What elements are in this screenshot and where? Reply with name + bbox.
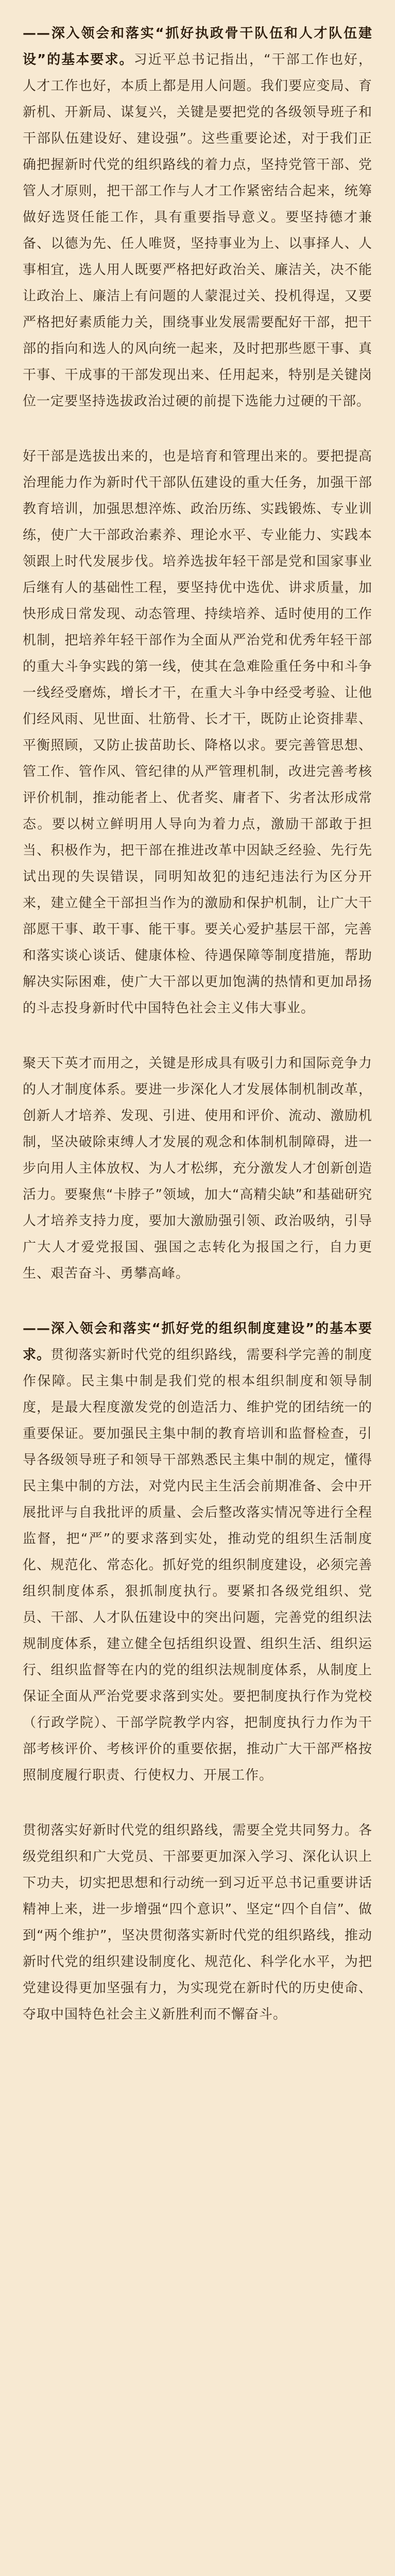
- paragraph-body: 好干部是选拔出来的，也是培育和管理出来的。要把提高治理能力作为新时代干部队伍建设的重大任务，加强干部教育培训，加强思想淬炼、政治历练、实践锻炼、专业训练，使广大干部政治素养、理论水平、专业能力、实践本领跟上时代发展步伐。培养选拔年轻干部是党和国家事业后继有人的基础性工程，要坚持优中选优、讲求质量，加快形成日常发现、动态管理、持续培养、适时使用的工作机制，把培养年轻干部作为全面从严治党和优秀年轻干部的重大斗争实践的第一线，使其在急难险重任务中和斗争一线经受磨炼，增长才干，在重大斗争中经受考验、让他们经风雨、见世面、壮筋骨、长才干，既防止论资排辈、平衡照顾，又防止拔苗助长、降格以求。要完善管思想、管工作、管作风、管纪律的从严管理机制，改进完善考核评价机制，推动能者上、优者奖、庸者下、劣者汰形成常态。要以树立鲜明用人导向为着力点，激励干部敢于担当、积极作为，把干部在推进改革中因缺乏经验、先行先试出现的失误错误，同明知故犯的违纪违法行为区分开来，建立健全干部担当作为的激励和保护机制，让广大干部愿干事、敢干事、能干事。要关心爱护基层干部，完善和落实谈心谈话、健康体检、待遇保障等制度措施，帮助解决实际困难，使广大干部以更加饱满的热情和更加昂扬的斗志投身新时代中国特色社会主义伟大事业。: [23, 449, 372, 1016]
- paragraph-body: 聚天下英才而用之，关键是形成具有吸引力和国际竞争力的人才制度体系。要进一步深化人才发展体制机制改革，创新人才培养、发现、引进、使用和评价、流动、激励机制，坚决破除束缚人才发展的观念和体制机制障碍，进一步向用人主体放权、为人才松绑，充分激发人才创新创造活力。要聚焦“卡脖子”领域，加大“高精尖缺”和基础研究人才培养支持力度，要加大激励强引领、政治吸纳，引导广大人才爱党报国、强国之志转化为报国之行，自力更生、艰苦奋斗、勇攀高峰。: [23, 1056, 372, 1281]
- paragraph-lead: ——深入领会和落实“抓好党的组织制度建设”的基本要求。: [23, 1321, 372, 1363]
- article-section-5: [23, 1818, 372, 2028]
- article-section-2: [23, 444, 372, 1022]
- article-section-4: [23, 1316, 372, 1789]
- paragraph: [23, 1818, 372, 2028]
- paragraph-body: 贯彻落实好新时代党的组织路线，需要全党共同努力。各级党组织和广大党员、干部要更加深入学习、深化认识上下功夫，切实把思想和行动统一到习近平总书记重要讲话精神上来，进一步增强“四个意识”、坚定“四个自信”、做到“两个维护”，坚决贯彻落实新时代党的组织路线，推动新时代党的组织建设制度化、规范化、科学化水平，为把党建设得更加坚强有力，为实现党在新时代的历史使命、夺取中国特色社会主义新胜利而不懈奋斗。: [23, 1823, 372, 2022]
- paragraph: [23, 444, 372, 1022]
- paragraph-body: 习近平总书记指出，“干部工作也好，人才工作也好，本质上都是用人问题。我们要应变局、育新机、开新局、谋复兴，关键是要把党的各级领导班子和干部队伍建设好、建设强”。这些重要论述，对于我们正确把握新时代党的组织路线的着力点，坚持党管干部、党管人才原则，把干部工作与人才工作紧密结合起来，统筹做好选贤任能工作，具有重要指导意义。要坚持德才兼备、以德为先、任人唯贤，坚持事业为上、以事择人、人事相宜，选人用人既要严格把好政治关、廉洁关，决不能让政治上、廉洁上有问题的人蒙混过关、投机得逞，又要严格把好素质能力关，围绕事业发展需要配好干部，把干部的指向和选人的风向统一起来，及时把那些愿干事、真干事、干成事的干部发现出来、任用起来，特别是关键岗位一定要坚持选拔政治过硬的前提下选能力过硬的干部。: [23, 52, 372, 409]
- paragraph: [23, 1316, 372, 1789]
- paragraph-body: 贯彻落实新时代党的组织路线，需要科学完善的制度作保障。民主集中制是我们党的根本组织制度和领导制度，是最大程度激发党的创造活力、维护党的团结统一的重要保证。要加强民主集中制的教育培训和监督检查，引导各级领导班子和领导干部熟悉民主集中制的规定，懂得民主集中制的方法，对党内民主生活会前期准备、会中开展批评与自我批评的质量、会后整改落实情况等进行全程监督，把“严”的要求落到实处，推动党的组织生活制度化、规范化、常态化。抓好党的组织制度建设，必须完善组织制度体系，狠抓制度执行。要紧扣各级党组织、党员、干部、人才队伍建设中的突出问题，完善党的组织法规制度体系，建立健全包括组织设置、组织生活、组织运行、组织监督等在内的党的组织法规制度体系，从制度上保证全面从严治党要求落到实处。要把制度执行作为党校（行政学院）、干部学院教学内容，把制度执行力作为干部考核评价、考核评价的重要依据，推动广大干部严格按照制度履行职责、行使权力、开展工作。: [23, 1347, 372, 1783]
- paragraph-lead: ——深入领会和落实“抓好执政骨干队伍和人才队伍建设”的基本要求。: [23, 26, 372, 67]
- paragraph: [23, 1050, 372, 1287]
- article-section-3: [23, 1050, 372, 1287]
- paragraph: [23, 21, 372, 415]
- article-section-1: [23, 21, 372, 415]
